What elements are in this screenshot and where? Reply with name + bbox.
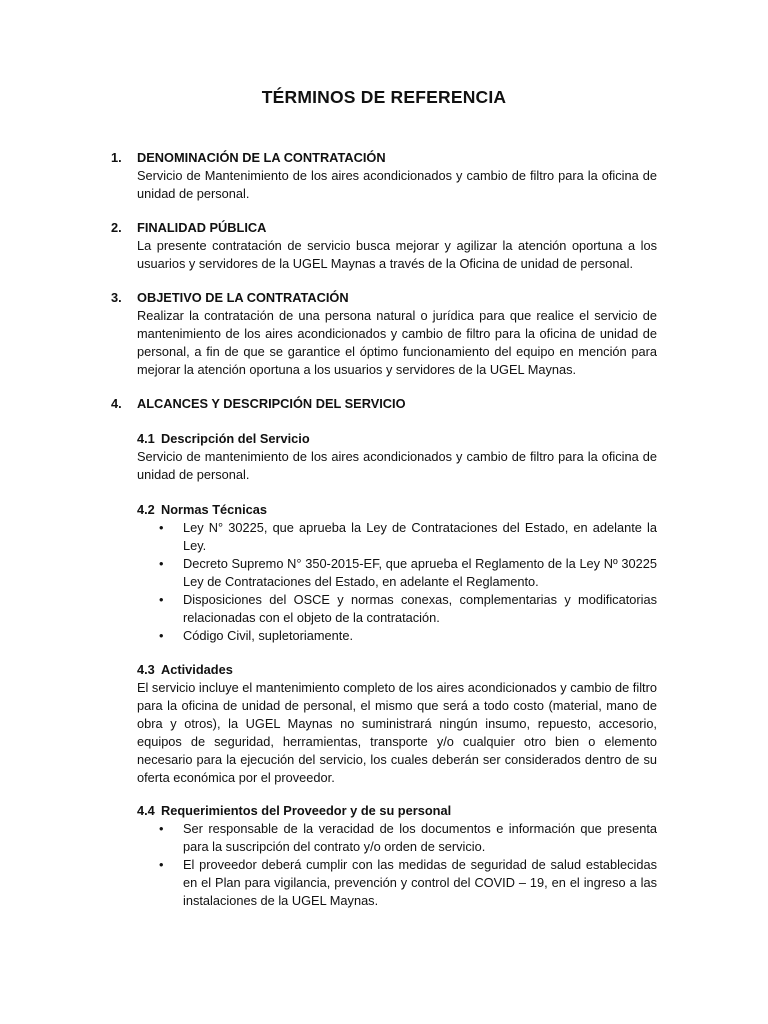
bullet-icon: • [159, 857, 164, 872]
norms-list [137, 519, 657, 645]
subsection-title: Descripción del Servicio [161, 431, 310, 446]
list-item [137, 856, 657, 910]
list-item [137, 519, 657, 555]
section-1 [111, 149, 657, 203]
bullet-icon: • [159, 520, 164, 535]
bullet-icon: • [159, 592, 164, 607]
section-heading: OBJETIVO DE LA CONTRATACIÓN [137, 290, 349, 305]
bullet-icon: • [159, 556, 164, 571]
subsection-number: 4.2 [137, 502, 155, 517]
section-text: La presente contratación de servicio busca mejorar y agilizar la atención oportuna a los usuarios y servidores de la UGEL Maynas a través de la Oficina de unidad de personal. [137, 238, 657, 271]
section-text: Realizar la contratación de una persona natural o jurídica para que realice el servicio de mantenimiento de los aires acondicionados y cambio de filtro para la oficina de unidad de personal, a fin de que se garantice el óptimo funcionamiento del equipo en mención para mejorar la atención oportuna a los usuarios y servidores de la UGEL Maynas. [137, 308, 657, 377]
section-number: 4. [111, 396, 122, 411]
bullet-icon: • [159, 821, 164, 836]
bullet-icon: • [159, 628, 164, 643]
subsection-title: Actividades [161, 662, 233, 677]
list-item-text: Ley N° 30225, que aprueba la Ley de Contrataciones del Estado, en adelante la Ley. [183, 520, 657, 553]
subsection-text: El servicio incluye el mantenimiento completo de los aires acondicionados y cambio de filtro para la oficina de unidad de personal, el mismo que será a todo costo (material, mano de obra y otros), la UGEL Maynas no suministrará ningún insumo, repuesto, accesorio, equipos de seguridad, herramientas, transporte y/o cualquier otro bien o elemento necesario para la ejecución del servicio, los cuales deberán ser considerados dentro de su oferta económica por el proveedor. [137, 680, 657, 785]
list-item-text: Ser responsable de la veracidad de los documentos e información que presenta para la suscripción del contrato y/o orden de servicio. [183, 821, 657, 854]
subsection-heading [137, 802, 657, 820]
subsection-heading [137, 661, 657, 679]
list-item-text: Decreto Supremo N° 350-2015-EF, que aprueba el Reglamento de la Ley Nº 30225 Ley de Contrataciones del Estado, en adelante el Reglamento. [183, 556, 657, 589]
section-text: Servicio de Mantenimiento de los aires acondicionados y cambio de filtro para la oficina de unidad de personal. [137, 168, 657, 201]
requirements-list [137, 820, 657, 910]
section-heading: FINALIDAD PÚBLICA [137, 220, 267, 235]
subsection-number: 4.1 [137, 431, 155, 446]
section-2 [111, 219, 657, 273]
list-item-text: Código Civil, supletoriamente. [183, 628, 353, 643]
subsection-4-4 [137, 802, 657, 910]
subsection-number: 4.4 [137, 803, 155, 818]
subsection-4-2 [137, 501, 657, 645]
subsection-title: Normas Técnicas [161, 502, 267, 517]
subsection-text: Servicio de mantenimiento de los aires acondicionados y cambio de filtro para la oficina de unidad de personal. [137, 449, 657, 482]
list-item [137, 820, 657, 856]
section-heading: ALCANCES Y DESCRIPCIÓN DEL SERVICIO [137, 396, 406, 411]
subsection-4-3 [137, 661, 657, 679]
document-title: TÉRMINOS DE REFERENCIA [261, 87, 507, 107]
subsection-heading [137, 430, 657, 448]
section-heading: DENOMINACIÓN DE LA CONTRATACIÓN [137, 150, 386, 165]
subsection-4-3-text [137, 679, 657, 787]
list-item [137, 591, 657, 627]
section-number: 3. [111, 290, 122, 305]
list-item-text: El proveedor deberá cumplir con las medidas de seguridad de salud establecidas en el Plan para vigilancia, prevención y control del COVID – 19, en el ingreso a las instalaciones de la UGEL Maynas. [183, 857, 657, 908]
section-number: 2. [111, 220, 122, 235]
list-item [137, 627, 657, 645]
subsection-number: 4.3 [137, 662, 155, 677]
list-item [137, 555, 657, 591]
subsection-heading [137, 501, 657, 519]
section-4 [111, 395, 657, 413]
subsection-title: Requerimientos del Proveedor y de su personal [161, 803, 452, 818]
subsection-4-1 [137, 430, 657, 484]
section-3 [111, 289, 657, 379]
list-item-text: Disposiciones del OSCE y normas conexas, complementarias y modificatorias relacionadas con el objeto de la contratación. [183, 592, 657, 625]
section-number: 1. [111, 150, 122, 165]
